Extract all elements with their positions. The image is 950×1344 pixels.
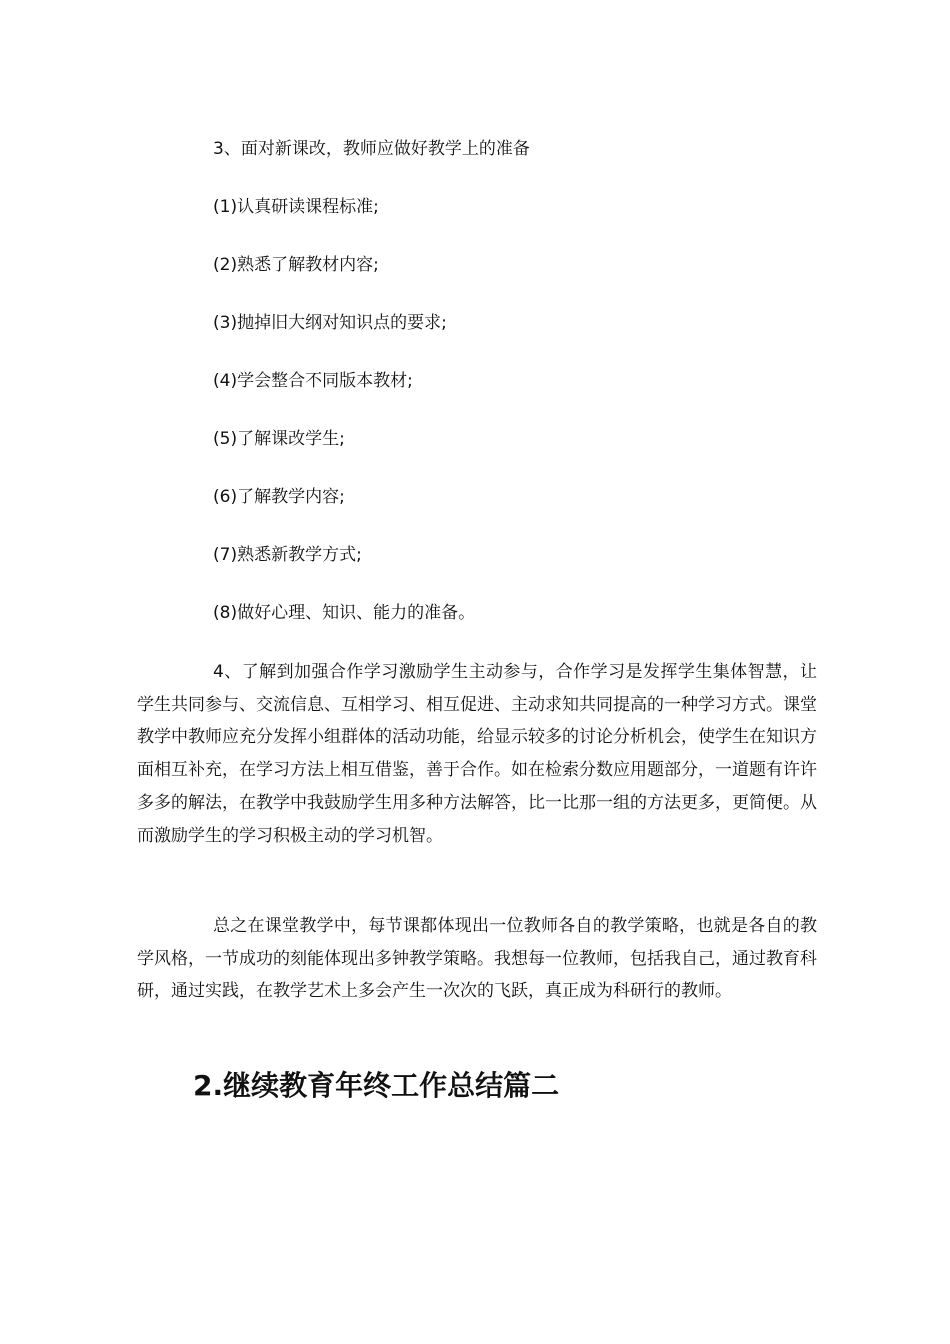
list-item-4: (4)学会整合不同版本教材; [213,371,413,391]
section-heading: 2.继续教育年终工作总结篇二 [193,1069,560,1102]
list-item-5: (5)了解课改学生; [213,429,345,449]
list-item-3: (3)抛掉旧大纲对知识点的要求; [213,313,447,333]
paragraph-summary: 总之在课堂教学中，每节课都体现出一位教师各自的教学策略，也就是各自的教学风格，一节成功的刻能体现出多钟教学策略。我想每一位教师，包括我自己，通过教育科研，通过实践，在教学艺术上多会产生一次次的飞跃，真正成为科研行的教师。 [137,916,817,1002]
list-item-1: (1)认真研读课程标准; [213,197,379,217]
list-item-2: (2)熟悉了解教材内容; [213,255,379,275]
item-heading-3: 3、面对新课改，教师应做好教学上的准备 [213,139,530,159]
list-item-7: (7)熟悉新教学方式; [213,545,362,565]
list-item-8: (8)做好心理、知识、能力的准备。 [213,603,476,623]
list-item-6: (6)了解教学内容; [213,487,345,507]
paragraph-cooperative-learning: 4、了解到加强合作学习激励学生主动参与，合作学习是发挥学生集体智慧，让学生共同参与、交流信息、互相学习、相互促进、主动求知共同提高的一种学习方式。课堂教学中教师应充分发挥小组群体的活动功能，给显示较多的讨论分析机会，使学生在知识方面相互补充，在学习方法上相互借鉴，善于合作。如在检索分数应用题部分，一道题有许许多多的解法，在教学中我鼓励学生用多种方法解答，比一比那一组的方法更多，更简便。从而激励学生的学习积极主动的学习机智。 [137,662,817,846]
